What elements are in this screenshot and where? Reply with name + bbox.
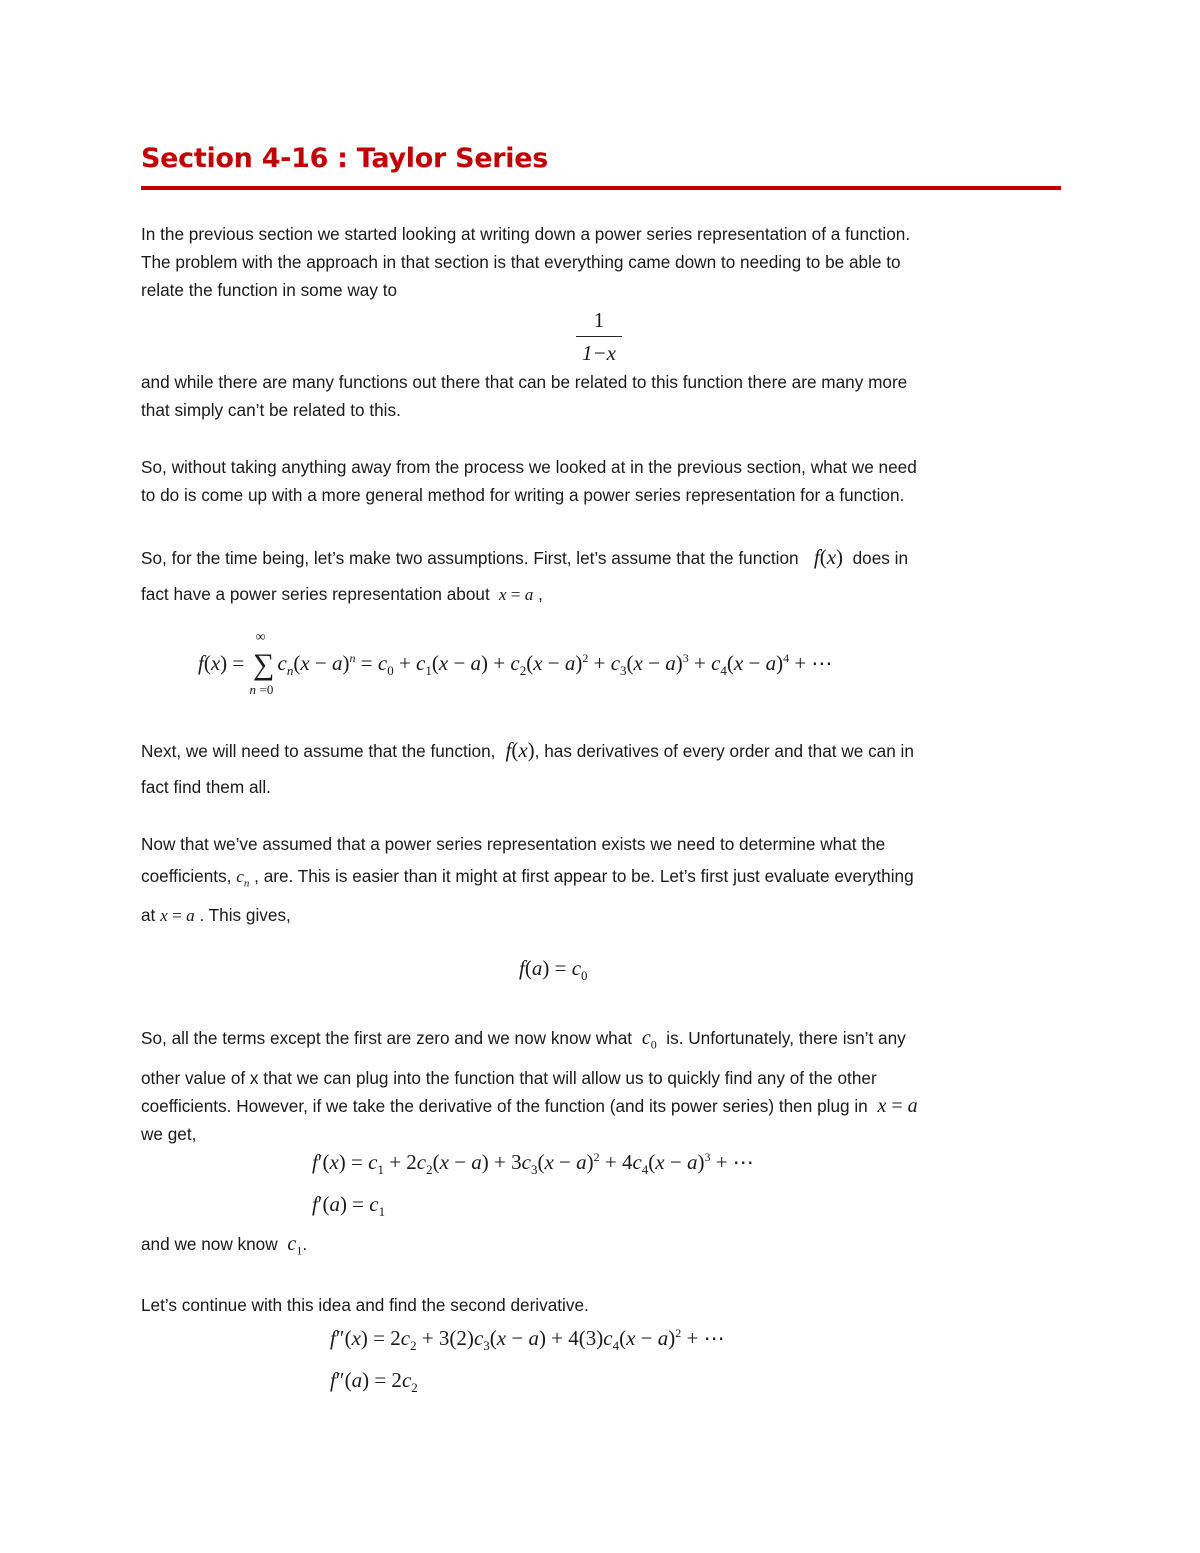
power-series-equation: f(x) = ∞ ∑ n =0 $c_n(x - a)^n = c_0 + c_1(x - a) + c_2(x - a)^2 + c_3(x - a)^3 + c_4(x - a)^4$ + ⋯ [198,630,833,697]
text-run: is. Unfortunately, there isn’t any [666,1028,906,1048]
paragraph-line: So, without taking anything away from the process we looked at in the previous section, what we need [141,457,917,477]
fraction-one-over-one-minus-x [576,306,622,367]
paragraph-line: coefficients. However, if we take the derivative of the function (and its power series) then plug in x = a [141,1095,918,1118]
text-run: coefficients, [141,866,232,886]
paragraph-line: that simply can’t be related to this. [141,400,401,420]
text-run: fact have a power series representation about [141,584,490,604]
text-run: does in [852,548,909,568]
paragraph-line: fact have a power series representation about x = a , [141,584,543,604]
paragraph-line: fact find them all. [141,777,271,797]
text-run: coefficients. However, if we take the derivative of the function (and its power series) then plug in [141,1096,868,1117]
paragraph-line: to do is come up with a more general method for writing a power series representation for a function. [141,485,905,505]
paragraph-intro [141,220,1066,304]
text-run: So, for the time being, let’s make two assumptions. First, let’s assume that the function [141,548,799,568]
paragraph-line: Now that we’ve assumed that a power series representation exists we need to determine what the [141,834,886,854]
text-run: , [538,584,543,604]
text-run: . [302,1234,308,1254]
text-run: , are. This is easier than it might at first appear to be. Let’s first just evaluate everything [254,866,914,886]
fraction-bar [576,336,622,337]
paragraph-second-derivative [141,1291,1066,1319]
paragraph-line: So, for the time being, let’s make two assumptions. First, let’s assume that the function f(x) does in [141,545,909,569]
paragraph-line: and we now know $c_1$. [141,1233,308,1258]
paragraph-line: So, all the terms except the first are zero and we now know what $c_0$ is. Unfortunately, there isn’t any [141,1027,906,1052]
paragraph-first-derivative [141,1024,1066,1148]
paragraph-line: Let’s continue with this idea and find the second derivative. [141,1295,589,1315]
text-run: So, all the terms except the first are zero and we now know what [141,1028,633,1048]
section-title: Section 4-16 : Taylor Series [141,143,549,174]
paragraph-related [141,368,1066,424]
paragraph-line: and while there are many functions out there that can be related to this function there are many more [141,372,908,392]
paragraph-line: at x = a . This gives, [141,905,291,926]
paragraph-general-method [141,453,1066,509]
text-run: . This gives, [199,905,291,926]
paragraph-derivatives [141,736,1066,801]
equation-second-derivative: $f''(x) = 2c_2 + 3(2)c_3(x - a) + 4(3)c_4(x - a)^2$ + ⋯ [330,1326,725,1354]
fraction-denominator: 1−x [582,341,616,365]
paragraph-line: coefficients, $c_n$ , are. This is easier than it might at first appear to be. Let’s first just evaluate everything [141,866,914,890]
equation-f-of-a: $f(a) = c_0$ [519,956,588,984]
paragraph-know-c1 [141,1230,1066,1264]
title-underline [141,186,1061,190]
equation-first-derivative: $f'(x) = c_1 + 2c_2(x - a) + 3c_3(x - a)^2 + 4c_4(x - a)^3$ + ⋯ [312,1150,754,1178]
paragraph-line: we get, [141,1124,197,1145]
paragraph-line: relate the function in some way to [141,280,398,300]
equation-second-derivative-at-a: $f''(a) = 2c_2$ [330,1368,418,1396]
paragraph-line: Next, we will need to assume that the function, f(x), has derivatives of every order and that we can in [141,738,914,762]
summation-symbol: ∞ ∑ n =0 [249,630,275,697]
paragraph-coefficients [141,830,1066,930]
text-run: and we now know [141,1234,278,1254]
text-run: at [141,905,156,926]
equation-first-derivative-at-a: $f'(a) = c_1$ [312,1192,386,1220]
paragraph-assumptions [141,543,1066,609]
paragraph-line: In the previous section we started looking at writing down a power series representation of a function. [141,224,911,244]
text-run: Next, we will need to assume that the function, [141,741,496,761]
paragraph-line: The problem with the approach in that section is that everything came down to needing to be able to [141,252,901,272]
fraction-numerator: 1 [593,308,605,332]
paragraph-line: other value of x that we can plug into the function that will allow us to quickly find any of the other [141,1068,877,1089]
text-run: , has derivatives of every order and that we can in [534,741,914,761]
